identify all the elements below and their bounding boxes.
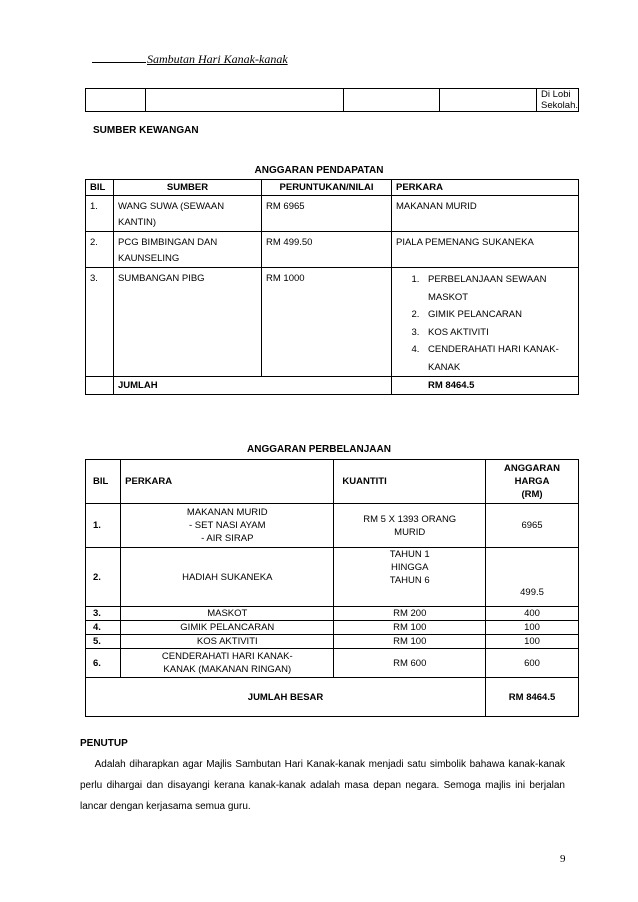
row1-kuantiti: RM 5 X 1393 ORANG MURID [334,504,486,548]
row2-harga: 499.5 [486,548,579,607]
penutup-text: Adalah diharapkan agar Majlis Sambutan Hari Kanak-kanak menjadi satu simbolik bahawa kanak-kanak perlu dihargai dan disayangi kerana kanak-kanak adalah masa depan negara. Semoga majlis ini berjalan lancar dengan kerjasama semua guru. [80,759,565,812]
row1-item1: - SET NASI AYAM [189,520,266,531]
row2-sumber: PCG BIMBINGAN DAN KAUNSELING [114,232,262,268]
penutup-paragraph [80,754,565,817]
row4-harga: 100 [486,621,579,635]
header-bil: BIL [86,460,121,504]
table-row [86,504,579,548]
row6-kuantiti: RM 600 [334,649,486,678]
top-table-row [85,88,579,112]
perbelanjaan-total-row [86,678,579,717]
perbelanjaan-heading: ANGGARAN PERBELANJAAN [247,444,391,455]
table-row [86,607,579,621]
header-kuantiti: KUANTITI [334,460,486,504]
row1-item2: - AIR SIRAP [201,533,254,544]
pendapatan-table [85,179,579,395]
top-cell-4 [440,89,537,112]
header-peruntukan: PERUNTUKAN/NILAI [262,180,392,196]
row6-perkara: CENDERAHATI HARI KANAK-KANAK (MAKANAN RINGAN) [121,649,334,678]
row2-perkara: PIALA PEMENANG SUKANEKA [392,232,579,268]
pendapatan-header-row [86,180,579,196]
table-row [86,635,579,649]
table-row [86,649,579,678]
row3-nilai: RM 1000 [262,268,392,377]
row3-perkara: MASKOT [121,607,334,621]
row3-bil: 3. [86,607,121,621]
row2-bil: 2. [86,548,121,607]
row5-bil: 5. [86,635,121,649]
row3-kuantiti: RM 200 [334,607,486,621]
total-empty-cell [86,377,114,395]
row1-nilai: RM 6965 [262,196,392,232]
list-item: 2. GIMIK PELANCARAN [422,306,574,324]
top-cell-2 [146,89,344,112]
top-cell-1 [86,89,146,112]
perbelanjaan-header-row [86,460,579,504]
row5-perkara: KOS AKTIVITI [121,635,334,649]
header-sumber: SUMBER [114,180,262,196]
pendapatan-heading: ANGGARAN PENDAPATAN [254,165,384,176]
table-row [86,548,579,607]
grand-total-value: RM 8464.5 [486,678,579,717]
row1-title: MAKANAN MURID [186,507,268,518]
perbelanjaan-table [85,459,579,717]
page-number: 9 [560,853,566,865]
perkara-list [396,271,574,376]
row3-perkara [392,268,579,377]
header-title: Sambutan Hari Kanak-kanak [147,52,288,66]
grand-total-label: JUMLAH BESAR [86,678,486,717]
row3-bil: 3. [86,268,114,377]
pendapatan-total-row [86,377,579,395]
header-perkara: PERKARA [121,460,334,504]
list-item: 3. KOS AKTIVITI [422,324,574,342]
row2-kuantiti: TAHUN 1 HINGGA TAHUN 6 [334,548,486,607]
row1-bil: 1. [86,196,114,232]
row2-bil: 2. [86,232,114,268]
table-row [86,268,579,377]
row3-harga: 400 [486,607,579,621]
page-header [92,52,288,67]
table-row [86,232,579,268]
header-bil: BIL [86,180,114,196]
row5-harga: 100 [486,635,579,649]
row1-perkara: MAKANAN MURID [392,196,579,232]
table-row [86,621,579,635]
row5-kuantiti: RM 100 [334,635,486,649]
row4-bil: 4. [86,621,121,635]
row2-nilai: RM 499.50 [262,232,392,268]
row1-perkara [121,504,334,548]
row4-perkara: GIMIK PELANCARAN [121,621,334,635]
table-row [86,196,579,232]
header-harga: ANGGARAN HARGA (RM) [486,460,579,504]
top-cell-3 [344,89,440,112]
total-value: RM 8464.5 [392,377,579,395]
penutup-heading: PENUTUP [80,738,128,749]
header-underline [92,53,146,63]
row2-perkara: HADIAH SUKANEKA [121,548,334,607]
row6-bil: 6. [86,649,121,678]
row3-sumber: SUMBANGAN PIBG [114,268,262,377]
header-perkara: PERKARA [392,180,579,196]
row1-bil: 1. [86,504,121,548]
total-label: JUMLAH [114,377,392,395]
row1-harga: 6965 [486,504,579,548]
list-item: 4. CENDERAHATI HARI KANAK-KANAK [422,341,574,376]
location-cell: Di Lobi Sekolah. [537,89,579,112]
list-item: 1. PERBELANJAAN SEWAAN MASKOT [422,271,574,306]
row1-sumber: WANG SUWA (SEWAAN KANTIN) [114,196,262,232]
row6-harga: 600 [486,649,579,678]
sumber-heading: SUMBER KEWANGAN [93,125,199,136]
row4-kuantiti: RM 100 [334,621,486,635]
